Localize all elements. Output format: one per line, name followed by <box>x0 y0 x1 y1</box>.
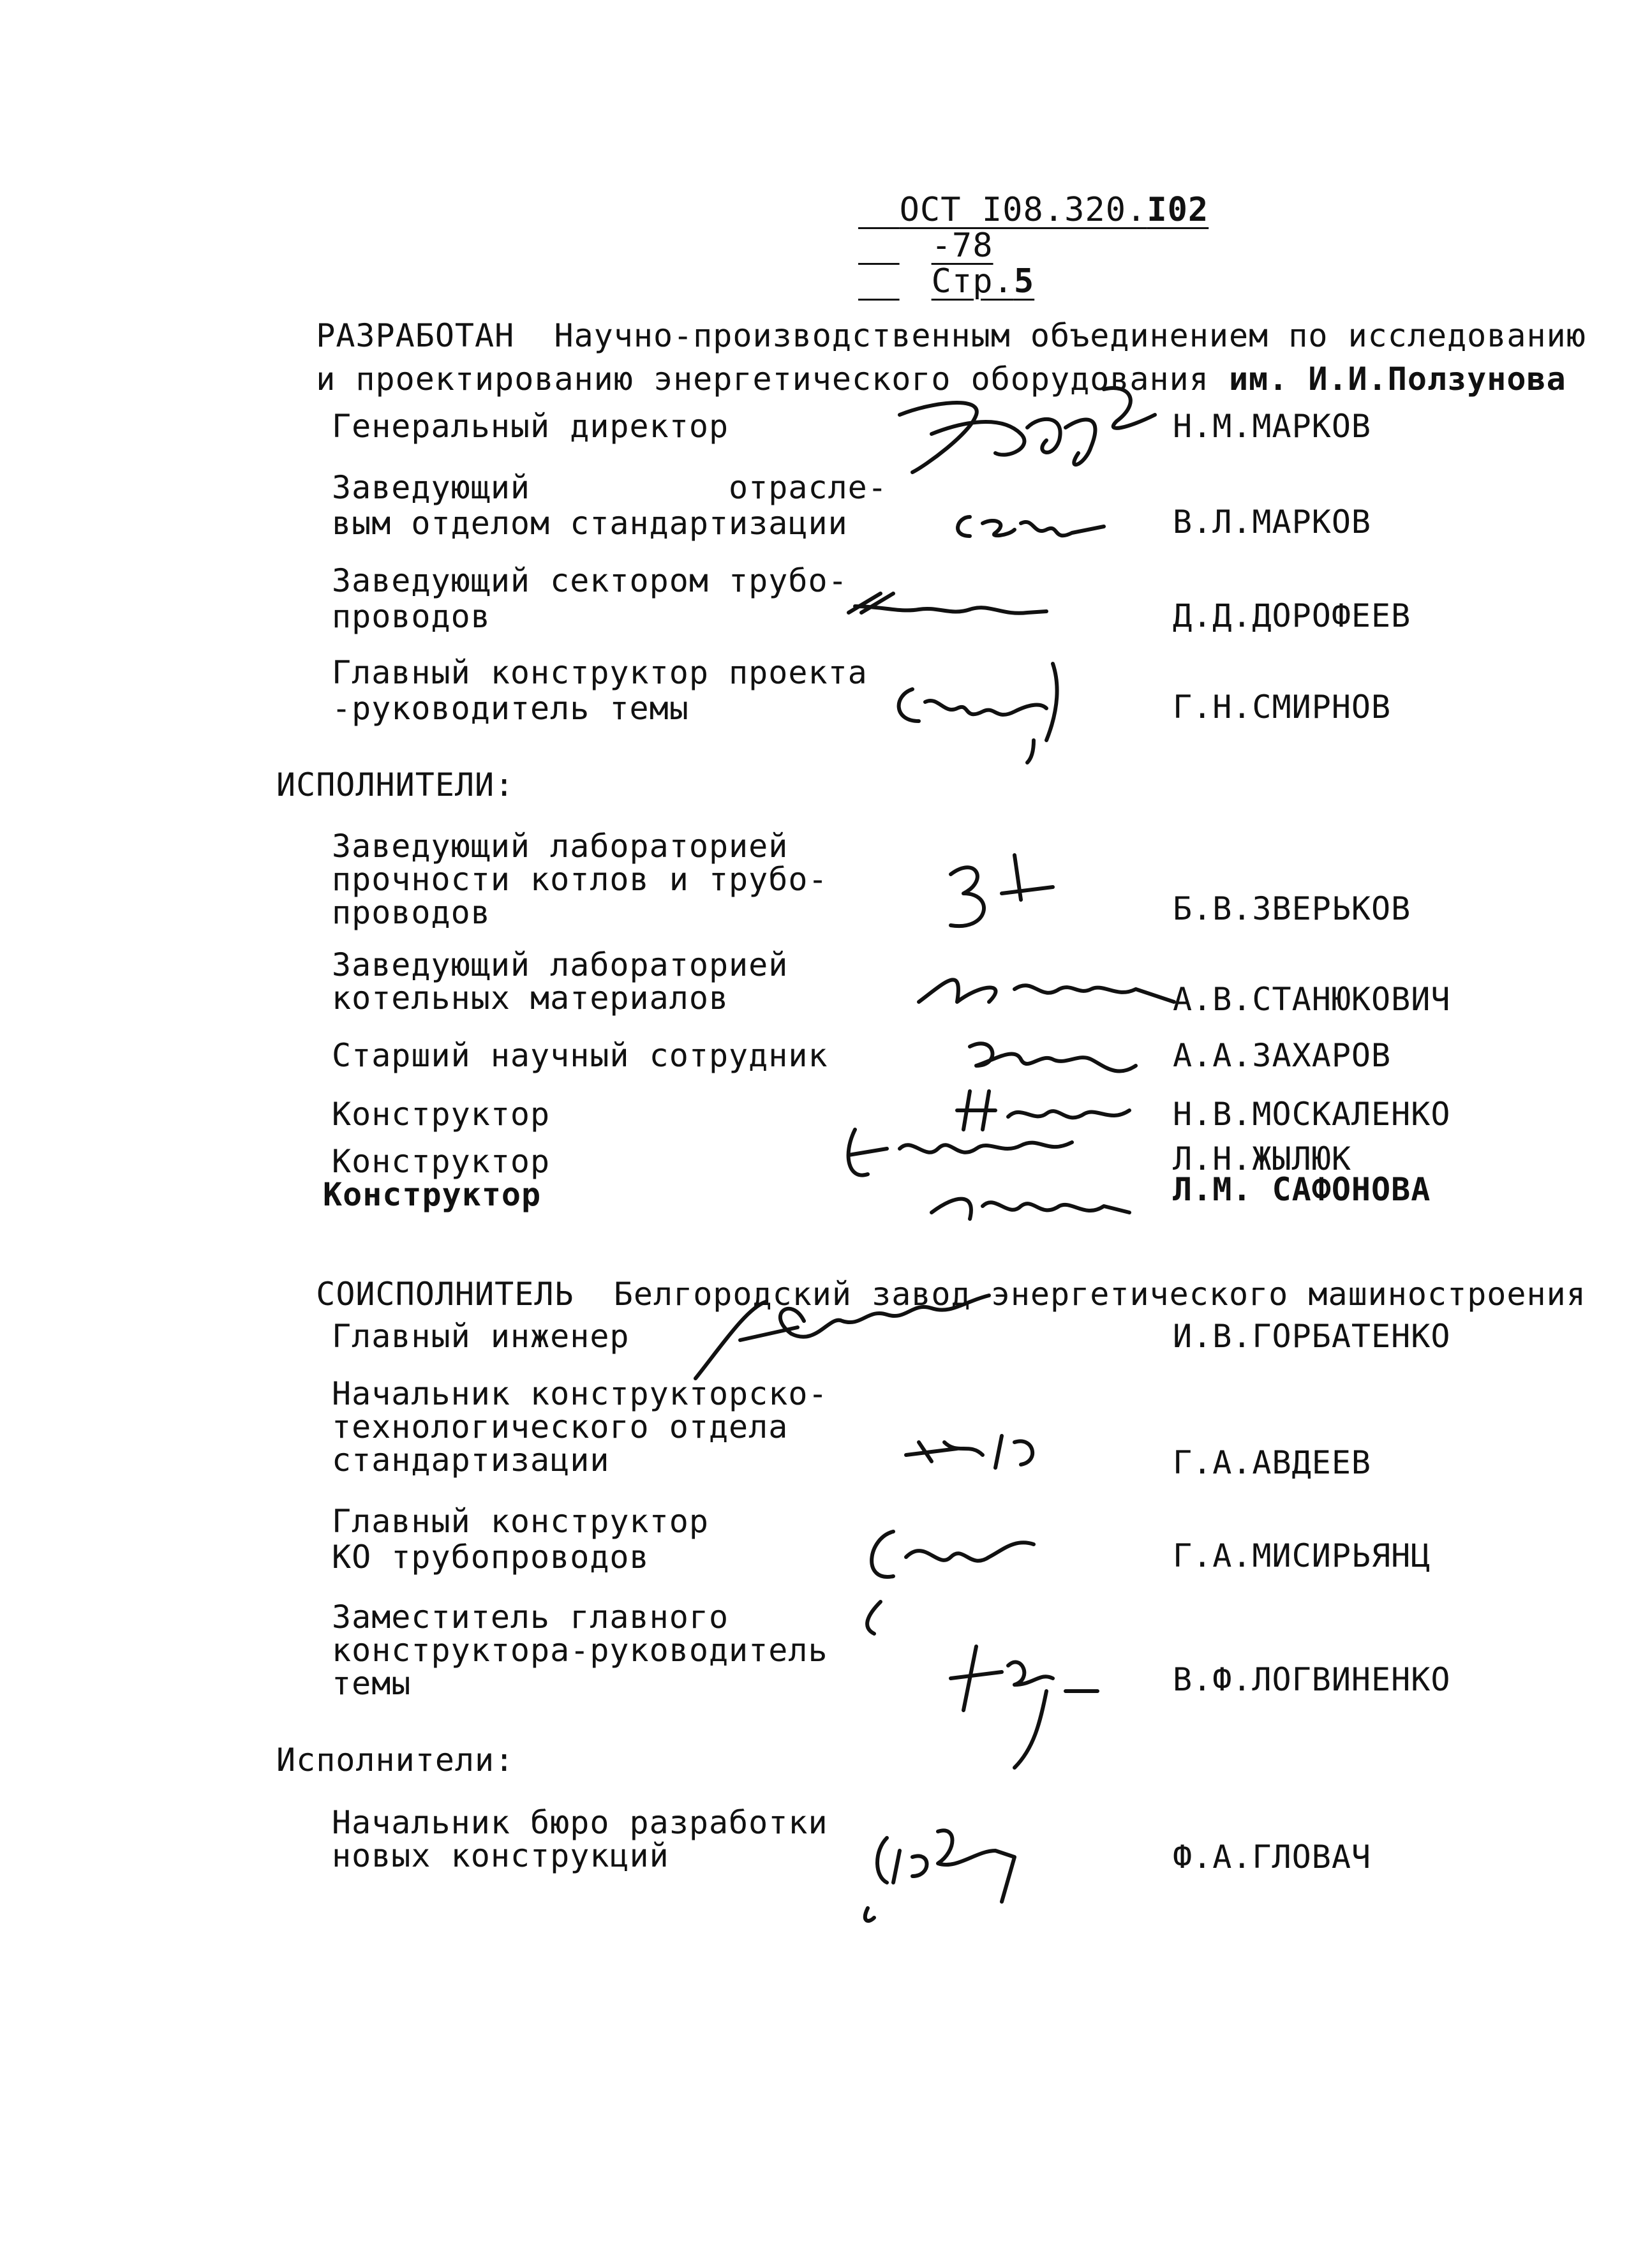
coexecutor-signer-position: Главный инженер <box>332 1318 630 1355</box>
coexecutor-signer-name: И.В.ГОРБАТЕНКО <box>1173 1318 1451 1355</box>
signature-stanyukovich <box>906 944 1187 1027</box>
doc-year: -78 <box>931 227 993 265</box>
signature-markov-vl <box>944 498 1117 555</box>
developed-org-name: им. И.И.Ползунова <box>1228 361 1566 398</box>
coexecutor-performer-position: Начальник бюро разработки новых конструкций <box>332 1804 828 1874</box>
signer-name: Г.Н.СМИРНОВ <box>1173 689 1392 726</box>
signer-position: Генеральный директор <box>332 408 729 445</box>
coexecutor-performers-heading: Исполнители: <box>276 1742 515 1779</box>
coexecutor-signer-name: В.Ф.ЛОГВИНЕНКО <box>1173 1661 1451 1698</box>
performer-name: Н.В.МОСКАЛЕНКО <box>1173 1096 1451 1133</box>
signer-name: Н.М.МАРКОВ <box>1173 408 1372 445</box>
signer-position: Заведующий сектором трубо- проводов <box>332 562 848 635</box>
performer-position: Конструктор <box>332 1143 551 1180</box>
signature-glovach <box>849 1812 1078 1927</box>
page-label: Стр. <box>931 262 1014 301</box>
doc-number-bold: I02 <box>1147 191 1209 229</box>
performers-heading: ИСПОЛНИТЕЛИ: <box>276 766 515 803</box>
performer-position: Старший научный сотрудник <box>332 1037 828 1074</box>
developed-org-line2: и проектированию энергетического оборудования <box>316 361 1229 398</box>
signature-avdeev <box>893 1423 1072 1481</box>
signature-zverkov <box>938 849 1066 944</box>
coexecutor-signer-name: Г.А.МИСИРЬЯНЦ <box>1173 1537 1431 1574</box>
page-number: 5 <box>1013 262 1035 301</box>
coexecutor-org: Белгородский завод энергетического машиностроения <box>613 1276 1586 1313</box>
developed-org-line1: Научно-производственным объединением по исследованию <box>554 317 1586 354</box>
doc-number: ОСТ I08.320. <box>899 191 1147 229</box>
signature-gorbatenko <box>670 1283 1027 1391</box>
performer-position: Конструктор <box>323 1176 542 1213</box>
performer-position: Конструктор <box>332 1096 551 1133</box>
document-header <box>858 156 1208 299</box>
coexecutor-signer-position: Начальник конструкторско- технологического отдела стандартизации <box>332 1375 828 1479</box>
performer-position: Заведующий лабораторией прочности котлов и трубо- проводов <box>332 828 828 931</box>
performer-name: Л.М. САФОНОВА <box>1173 1171 1431 1208</box>
signer-name: В.Л.МАРКОВ <box>1173 504 1372 541</box>
coexecutor-signer-name: Г.А.АВДЕЕВ <box>1173 1444 1372 1481</box>
signature-smirnov <box>887 651 1104 766</box>
developed-lead: РАЗРАБОТАН <box>316 317 515 354</box>
signature-markov-nm <box>874 377 1174 504</box>
signature-misiryants <box>842 1512 1059 1640</box>
coexecutor-lead: СОИСПОЛНИТЕЛЬ <box>316 1276 574 1313</box>
performer-name: А.А.ЗАХАРОВ <box>1173 1037 1392 1074</box>
signer-name: Д.Д.ДОРОФЕЕВ <box>1173 597 1411 634</box>
coexecutor-signer-position: Заместитель главного конструктора-руководитель темы <box>332 1599 828 1702</box>
coexecutor-signer-position: Главный конструктор КО трубопроводов <box>332 1503 709 1576</box>
signature-dorofeev <box>842 581 1053 638</box>
signer-position: Главный конструктор проекта -руководитель темы <box>332 654 868 727</box>
signer-position: Заведующий отрасле- вым отделом стандартизации <box>332 469 888 542</box>
signature-safonova <box>919 1168 1149 1238</box>
coexecutor-performer-name: Ф.А.ГЛОВАЧ <box>1173 1839 1372 1876</box>
signature-logvinenko <box>938 1634 1104 1774</box>
performer-position: Заведующий лабораторией котельных материалов <box>332 946 789 1017</box>
performer-name: Л.Н.ЖЫЛЮК <box>1173 1140 1351 1177</box>
performer-name: Б.В.ЗВЕРЬКОВ <box>1173 890 1411 927</box>
performer-name: А.В.СТАНЮКОВИЧ <box>1173 981 1451 1018</box>
